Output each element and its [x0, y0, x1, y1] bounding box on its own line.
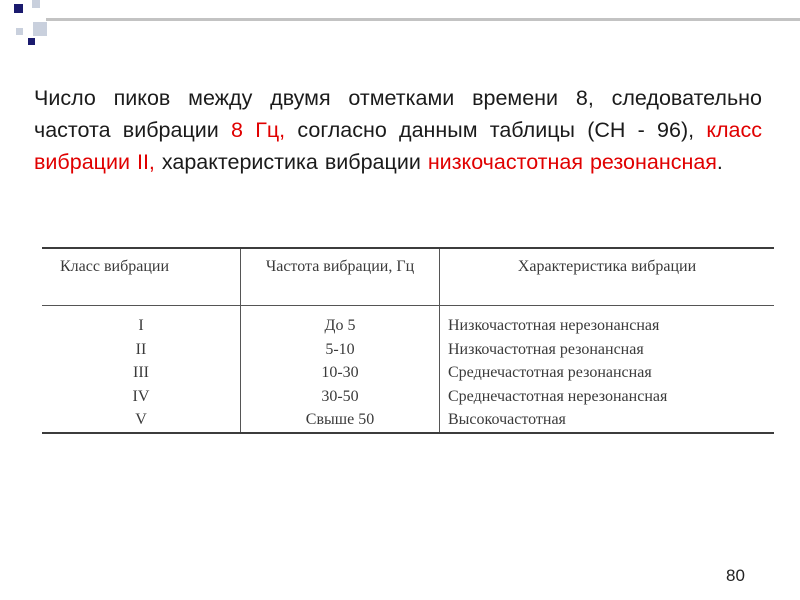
class-cell: II: [135, 340, 147, 358]
class-cell: IV: [132, 387, 150, 405]
header-characteristic: Характеристика вибрации: [440, 248, 775, 306]
class-cell: V: [135, 411, 147, 428]
decor-square-light: [32, 0, 40, 8]
characteristic-cell: Высокочастотная: [448, 411, 566, 428]
frequency-column: [241, 306, 440, 433]
frequency-cell: 10-30: [321, 364, 359, 381]
header-frequency: Частота вибрации, Гц: [241, 248, 440, 306]
vibration-table-container: [42, 247, 774, 428]
paragraph-run: согласно данным таблицы (СН - 96),: [285, 118, 707, 142]
paragraph-highlight: низкочастотная резонансная: [427, 150, 717, 174]
paragraph-run: характеристика вибрации: [154, 150, 428, 174]
paragraph-highlight: 8 Гц,: [231, 118, 286, 142]
table-header-row: [42, 248, 774, 306]
vibration-table: [42, 247, 774, 434]
page-number: 80: [726, 566, 745, 585]
decor-square-dark: [14, 4, 23, 13]
decor-square-light: [16, 28, 23, 35]
decor-square-light: [33, 22, 47, 36]
table-row: [42, 306, 774, 433]
class-cell: I: [138, 317, 144, 334]
characteristic-cell: Среднечастотная нерезонансная: [448, 387, 668, 405]
characteristic-column: [440, 306, 775, 433]
characteristic-cell: Низкочастотная нерезонансная: [448, 317, 660, 334]
header-class: Класс вибрации: [42, 248, 241, 306]
frequency-cell: Свыше 50: [305, 411, 375, 428]
slide-paragraph: [34, 82, 762, 178]
paragraph-run: Число пиков между двумя отметками времени 8, следовательно частота вибрации: [34, 86, 762, 142]
header-rule: [46, 18, 800, 21]
decor-square-dark: [28, 38, 35, 45]
paragraph-highlight: класс вибрации II,: [34, 118, 762, 174]
characteristic-cell: Низкочастотная резонансная: [448, 340, 644, 358]
frequency-cell: 5-10: [325, 340, 355, 358]
characteristic-cell: Среднечастотная резонансная: [448, 364, 652, 381]
class-cell: III: [133, 364, 149, 381]
frequency-cell: До 5: [324, 317, 356, 334]
frequency-cell: 30-50: [321, 387, 359, 405]
class-column: [42, 306, 241, 433]
paragraph-run: .: [716, 150, 723, 174]
